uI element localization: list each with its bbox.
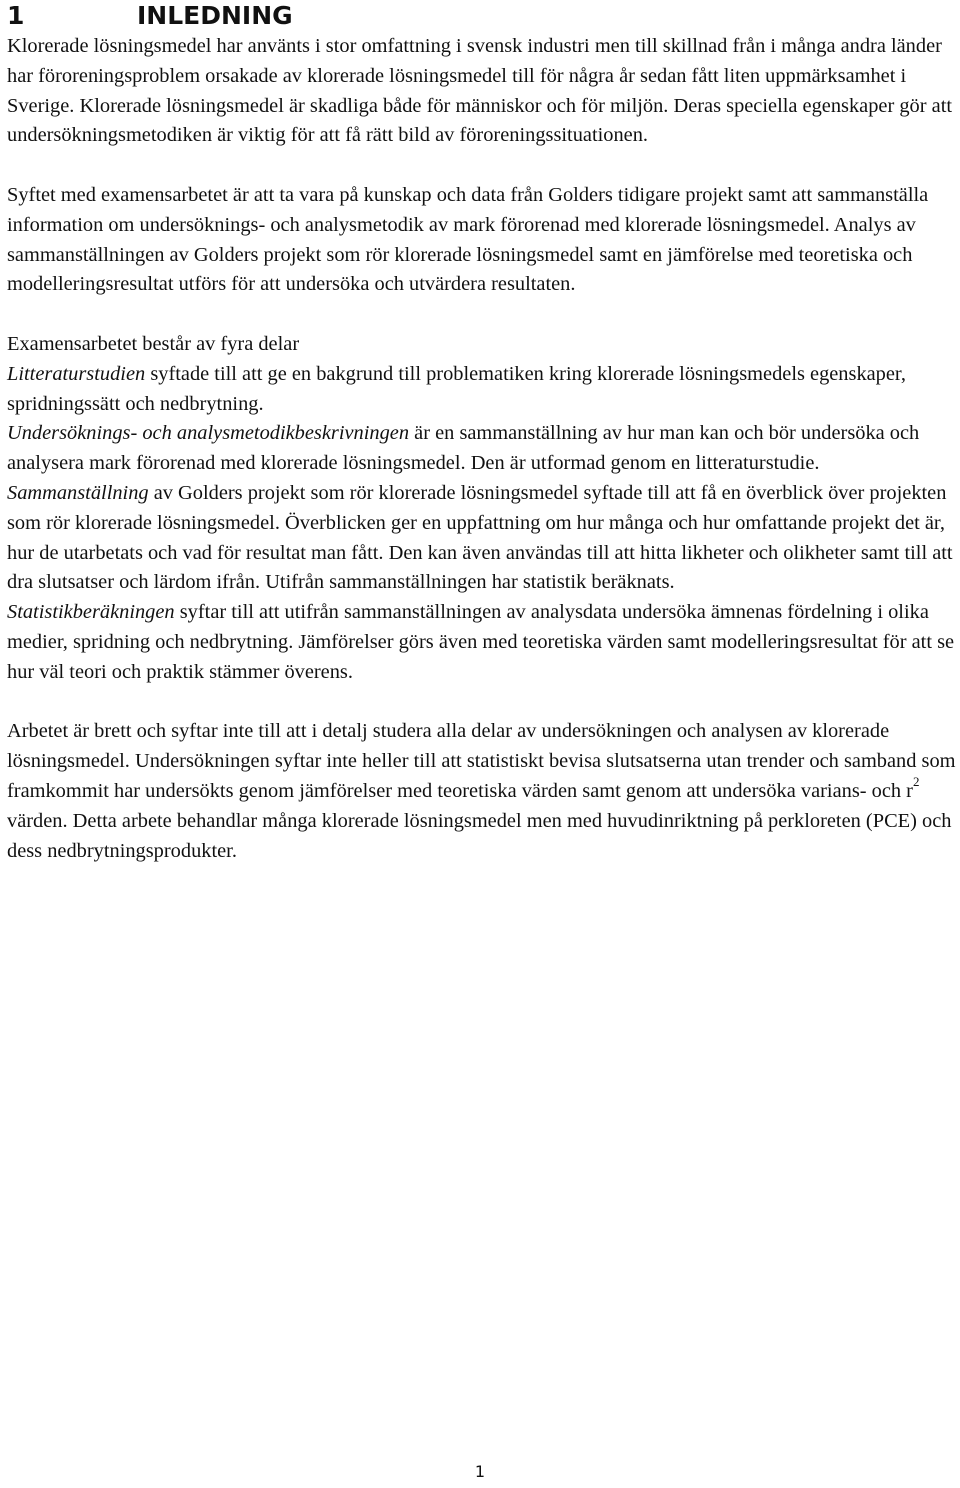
- paragraph-purpose: Syftet med examensarbetet är att ta vara på kunskap och data från Golders tidigare projekt samt att sammanställa information om undersöknings- och analysmetodik av mark förorenad med klorerade lösningsmedel. Analys av sammanställningen av Golders projekt som rör klorerade lösningsmedel samt en jämförelse med teoretiska och modelleringsresultat utförs för att undersöka och utvärdera resultaten.: [7, 183, 929, 296]
- superscript-two: 2: [912, 774, 920, 790]
- part-text: av Golders projekt som rör klorerade lösningsmedel syftade till att få en överblick över projekten som rör klorerade lösningsmedel. Överblicken ger en uppfattning om hur många och hur omfattande projekt det är, hur de utarbetats och vad för resultat man fått. Den kan även användas till att hitta likheter och olikheter samt till att dra slutsatser och lärdom ifrån. Utifrån sammanställningen har statistik beräknats.: [7, 481, 953, 594]
- paragraph-parts: [7, 330, 957, 688]
- part-term: Litteraturstudien: [7, 362, 146, 385]
- part-term: Undersöknings- och analysmetodikbeskrivningen: [7, 422, 410, 445]
- part-text: syftar till att utifrån sammanställningen av analysdata undersöka ämnenas fördelning i olika medier, spridning och nedbrytning. Jämförelser görs även med teoretiska värden samt modelleringsresultat för att se hur väl teori och praktik stämmer överens.: [7, 601, 955, 683]
- part-term: Statistikberäkningen: [7, 601, 175, 624]
- parts-intro: Examensarbetet består av fyra delar: [7, 332, 300, 355]
- page-number: 1: [474, 1462, 486, 1481]
- part-statistics: [7, 598, 957, 687]
- chapter-body: [7, 32, 957, 866]
- part-compilation: [7, 479, 957, 598]
- part-method-description: [7, 419, 957, 479]
- part-term: Sammanställning: [7, 481, 149, 504]
- paragraph-scope: [7, 717, 957, 866]
- paragraph-spacer: [7, 688, 957, 718]
- chapter-number: 1: [7, 1, 25, 30]
- part-text: syftade till att ge en bakgrund till problematiken kring klorerade lösningsmedels egenskaper, spridningssätt och nedbrytning.: [7, 362, 907, 415]
- chapter-heading: [7, 0, 293, 32]
- part-text: är en sammanställning av hur man kan och bör undersöka och analysera mark förorenad med klorerade lösningsmedel. Den är utformad genom en litteraturstudie.: [7, 422, 920, 475]
- scope-text-end: värden. Detta arbete behandlar många klorerade lösningsmedel men med huvudinriktning på perkloreten (PCE) och dess nedbrytningsprodukter.: [7, 809, 952, 862]
- part-literature-study: [7, 360, 957, 420]
- paragraph-background: Klorerade lösningsmedel har använts i stor omfattning i svensk industri men till skillnad från i många andra länder har föroreningsproblem orsakade av klorerade lösningsmedel till för några år sedan fått liten uppmärksamhet i Sverige. Klorerade lösningsmedel är skadliga både för människor och för miljön. Deras speciella egenskaper gör att undersökningsmetodiken är viktig för att få rätt bild av föroreningssituationen.: [7, 35, 953, 147]
- scope-text-start: Arbetet är brett och syftar inte till att i detalj studera alla delar av undersökningen och analysen av klorerade lösningsmedel. Undersökningen syftar inte heller till att statistiskt bevisa slutsatserna utan trender och samband som framkommit har undersökts genom jämförelser med teoretiska värden samt genom att undersöka varians- och r: [7, 720, 956, 802]
- paragraph-spacer: [7, 300, 957, 330]
- chapter-title: INLEDNING: [137, 1, 293, 30]
- paragraph-spacer: [7, 151, 957, 181]
